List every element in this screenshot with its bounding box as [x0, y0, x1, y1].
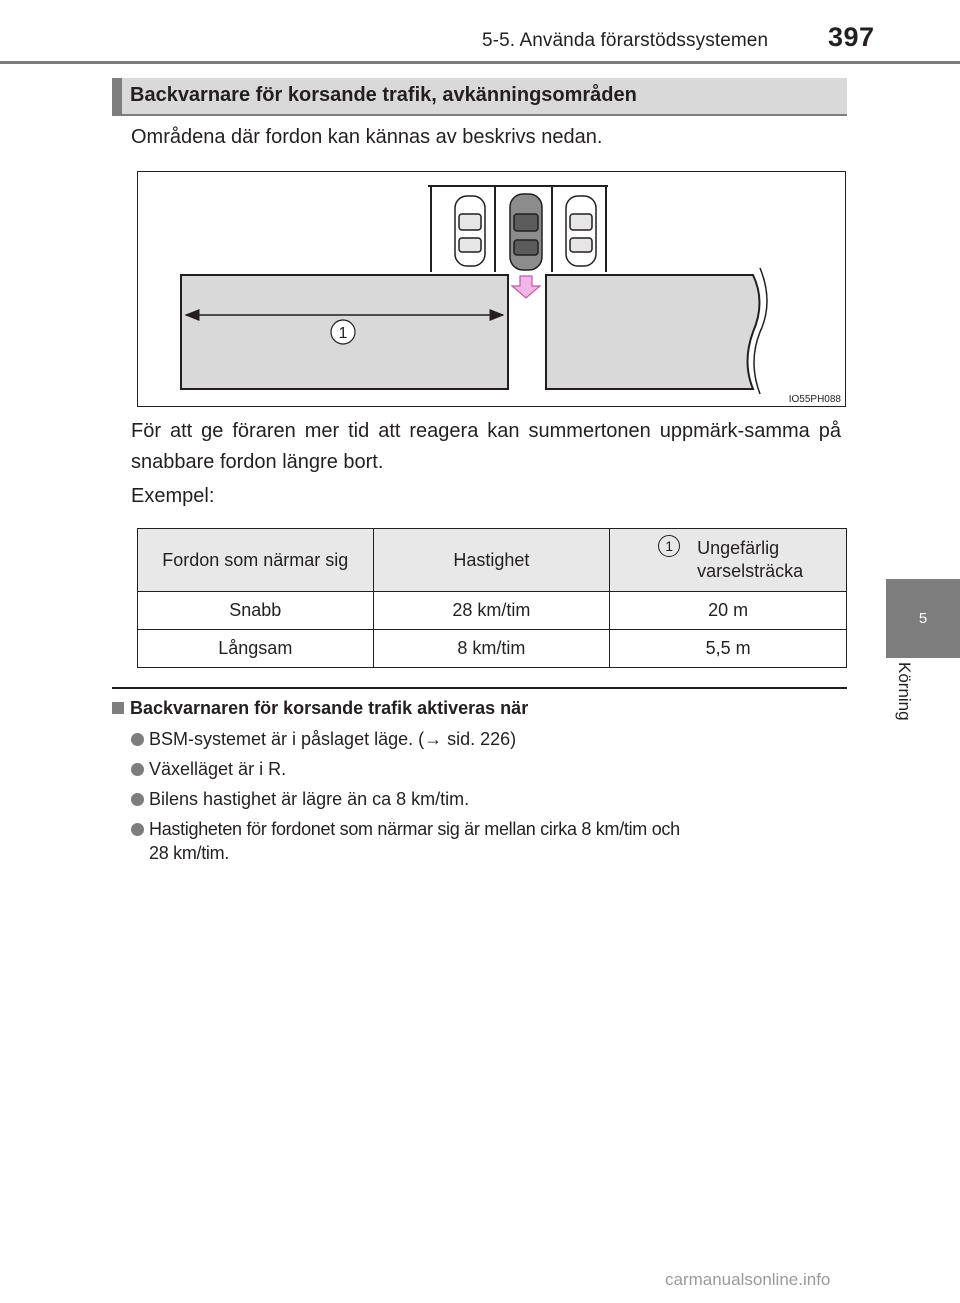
example-label: Exempel: [131, 485, 215, 507]
table-header-row [138, 529, 847, 592]
reverse-direction-arrow [512, 276, 540, 298]
subsection-title: Backvarnaren för korsande trafik aktiveras när [130, 698, 529, 718]
square-bullet-icon [112, 702, 124, 714]
header-line: Ungefärlig [697, 538, 780, 558]
chapter-number: 5 [918, 610, 928, 627]
table-cell: 5,5 m [610, 630, 847, 668]
detection-area-figure [137, 171, 846, 407]
detection-area-illustration [138, 172, 844, 405]
list-item [131, 817, 811, 865]
circle-bullet-icon [131, 763, 144, 776]
list-item-text: Hastigheten för fordonet som närmar sig är mellan cirka 8 km/tim och [149, 819, 680, 839]
table-row [138, 592, 847, 630]
chapter-label-text: Körning [895, 662, 914, 721]
parked-car-right [566, 196, 596, 266]
section-heading-marker [112, 78, 122, 114]
table-cell: Långsam [138, 630, 374, 668]
description-paragraph: För att ge föraren mer tid att reagera kan summertonen uppmärk-samma på snabbare fordon längre bort. [131, 420, 841, 473]
circle-bullet-icon [131, 823, 144, 836]
header-line: varselsträcka [697, 561, 804, 581]
table-header-cell [610, 529, 847, 592]
table-cell: Snabb [138, 592, 374, 630]
callout-number: 1 [338, 325, 348, 342]
table-header-cell: Fordon som närmar sig [138, 529, 374, 592]
table-cell: 20 m [610, 592, 847, 630]
list-item-text: BSM-systemet är i påslaget läge. (→ sid. 226) [149, 729, 517, 749]
list-item-text: Växelläget är i R. [149, 759, 287, 779]
warning-distance-table [137, 528, 847, 668]
right-detection-area [546, 275, 760, 389]
header-title: 5-5. Använda förarstödssystemen [482, 30, 769, 51]
intro-paragraph: Områdena där fordon kan kännas av beskrivs nedan. [131, 126, 603, 148]
list-item-text: Bilens hastighet är lägre än ca 8 km/tim. [149, 789, 470, 809]
own-car [510, 194, 542, 270]
header-rule [0, 61, 960, 64]
table-row [138, 630, 847, 668]
list-item [131, 727, 811, 751]
callout-number: 1 [658, 535, 680, 557]
section-heading [112, 78, 847, 116]
chapter-tab[interactable] [886, 579, 960, 658]
table-cell: 8 km/tim [373, 630, 610, 668]
circle-bullet-icon [131, 793, 144, 806]
chapter-label [895, 662, 915, 752]
watermark: carmanualsonline.info [665, 1270, 831, 1289]
table-cell: 28 km/tim [373, 592, 610, 630]
circle-bullet-icon [131, 733, 144, 746]
parked-car-left [455, 196, 485, 266]
list-item-text: 28 km/tim. [149, 843, 230, 863]
table-header-cell: Hastighet [373, 529, 610, 592]
list-item [131, 787, 811, 811]
section-title: Backvarnare för korsande trafik, avkänningsområden [130, 84, 637, 106]
subsection-heading [112, 698, 528, 719]
section-divider [112, 687, 847, 689]
list-item [131, 757, 811, 781]
page-number: 397 [828, 22, 875, 52]
figure-code: IO55PH088 [788, 394, 841, 405]
